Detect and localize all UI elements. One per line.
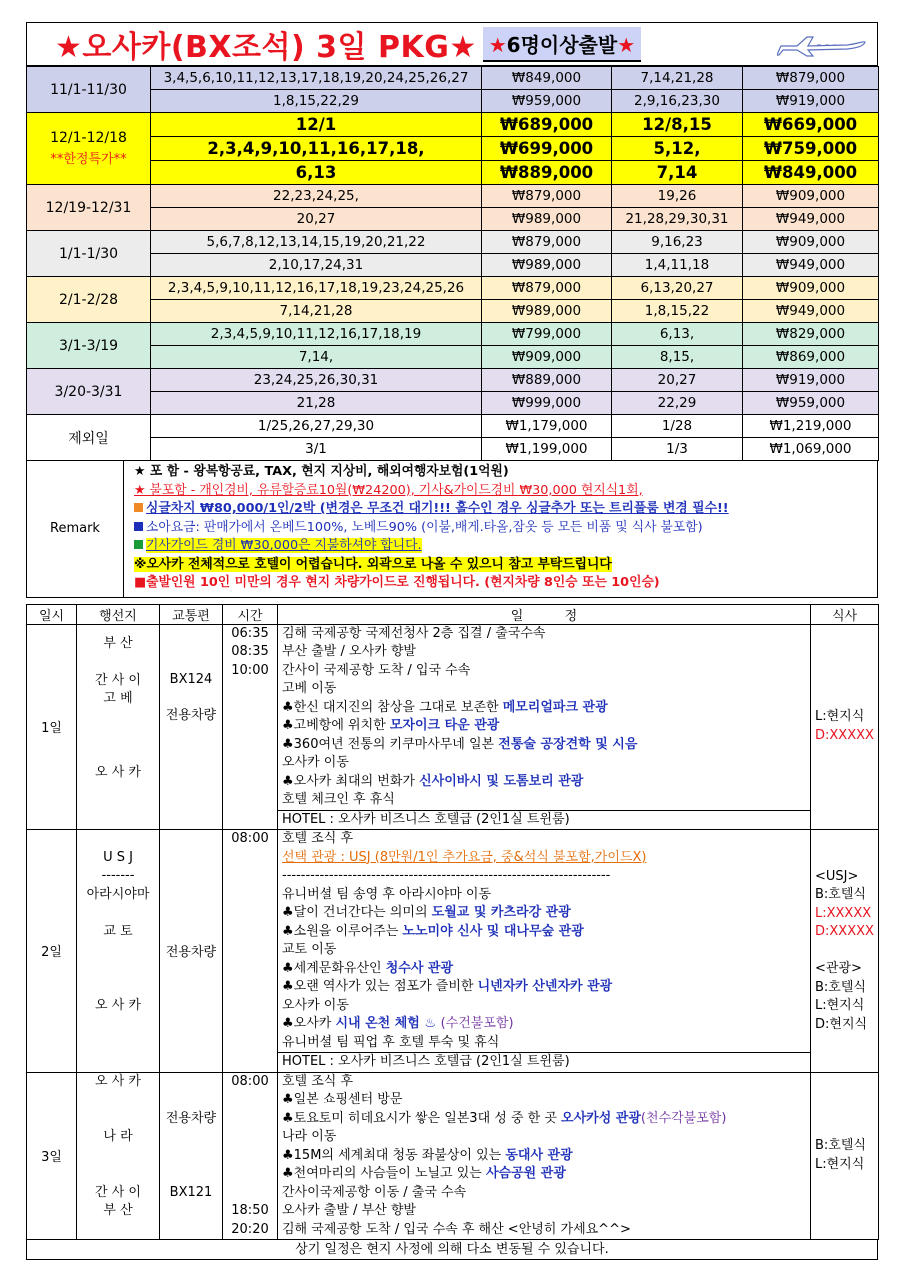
departure-dates: 3/1 [151,438,482,461]
price-row [27,415,879,438]
price-value: ₩879,000 [743,67,879,90]
departure-dates: 12/8,15 [612,113,743,137]
price-value: ₩1,179,000 [482,415,612,438]
price-row [27,90,879,113]
price-row [27,346,879,369]
blue-square-icon [134,522,143,531]
remark-hotel-note: ※오사카 전체적으로 호텔이 어렵습니다. 외곽으로 나올 수 있으니 참고 부탁드립니다 [134,556,612,572]
departure-dates: 5,6,7,8,12,13,14,15,19,20,21,22 [151,231,482,254]
departure-dates: 2,3,4,5,9,10,11,12,16,17,18,19 [151,323,482,346]
departure-dates: 2,9,16,23,30 [612,90,743,113]
departure-dates: 1,4,11,18 [612,254,743,277]
remark-section [26,461,878,598]
price-value: ₩669,000 [743,113,879,137]
price-value: ₩909,000 [743,231,879,254]
price-value: ₩1,199,000 [482,438,612,461]
day-2-row [27,830,879,1073]
day-3-transport: 전용차량 BX121 [160,1072,223,1240]
day-3-route: 오 사 카 나 라 간 사 이 부 산 [77,1072,160,1240]
price-value: ₩879,000 [482,231,612,254]
price-value: ₩869,000 [743,346,879,369]
departure-dates: 6,13 [151,161,482,185]
remark-label: Remark [27,461,124,597]
day-2-meals: <USJ> B:호텔식 L:XXXXX D:XXXXX <관광> B:호텔식 L:현지식 D:현지식 [811,830,879,1073]
day-3-schedule: 호텔 조식 후 ♣일본 쇼핑센터 방문 ♣토요토미 히데요시가 쌓은 일본3대 성 중 한 곳 오사카성 관광(천수각불포함) 나라 이동 ♣15M의 세계최대 청동 좌불상이 있는 동대사 관광 ♣천여마리의 사슴들이 노닐고 있는 사슴공원 관광 간사이국제공항 이동 / 출국 수속 오사카 출발 / 부산 향발 김해 국제공항 도착 / 입국 수속 후 해산 <안녕히 가세요^^> [278,1072,811,1240]
price-value: ₩759,000 [743,137,879,161]
price-value: ₩879,000 [482,277,612,300]
departure-dates: 2,10,17,24,31 [151,254,482,277]
day-3-times: 08:00 18:50 20:20 [223,1072,278,1240]
departure-dates: 21,28,29,30,31 [612,208,743,231]
price-value: ₩829,000 [743,323,879,346]
green-square-icon [134,540,143,549]
departure-dates: 3,4,5,6,10,11,12,13,17,18,19,20,24,25,26,27 [151,67,482,90]
price-value: ₩999,000 [482,392,612,415]
day-1-hotel: HOTEL : 오사카 비즈니스 호텔급 (2인1실 트윈룸) [278,810,810,830]
day-3-label: 3일 [27,1072,77,1240]
price-value: ₩849,000 [482,67,612,90]
price-value: ₩949,000 [743,208,879,231]
optional-tour-usj: 선택 관광 : USJ (8만원/1인 추가요금, 중&석식 불포함,가이드X) [282,849,647,865]
airplane-icon [777,29,867,57]
price-row [27,392,879,415]
price-row [27,67,879,90]
price-value: ₩989,000 [482,254,612,277]
departure-dates: 6,13,20,27 [612,277,743,300]
day-1-schedule: 김해 국제공항 국제선청사 2층 집결 / 출국수속 부산 출발 / 오사카 향발 간사이 국제공항 도착 / 입국 수속 고베 이동 ♣한신 대지진의 참상을 그대로 보존한 메모리얼파크 관광 ♣고베항에 위치한 모자이크 타운 관광 ♣360여년 전통의 키쿠마사무네 일본 전통술 공장견학 및 시음 오사카 이동 ♣오사카 최대의 번화가 신사이바시 및 도톰보리 관광 호텔 체크인 후 휴식 HOTEL : 오사카 비즈니스 호텔급 (2인1실 트윈룸) [278,624,811,830]
departure-dates: 2,3,4,5,9,10,11,12,16,17,18,19,23,24,25,26 [151,277,482,300]
price-period: 2/1-2/28 [27,277,151,323]
departure-dates: 20,27 [151,208,482,231]
itinerary-header: 일시 행선지 교통편 시간 일 정 식사 [27,604,879,624]
price-value: ₩799,000 [482,323,612,346]
price-value: ₩909,000 [743,185,879,208]
departure-dates: 20,27 [612,369,743,392]
document [26,22,878,1260]
departure-dates: 2,3,4,9,10,11,16,17,18, [151,137,482,161]
orange-square-icon [134,503,143,512]
price-period: 제외일 [27,415,151,461]
departure-dates: 23,24,25,26,30,31 [151,369,482,392]
price-value: ₩989,000 [482,300,612,323]
departure-dates: 1,8,15,22,29 [151,90,482,113]
day-2-hotel: HOTEL : 오사카 비즈니스 호텔급 (2인1실 트윈룸) [278,1052,810,1072]
departure-dates: 7,14, [151,346,482,369]
price-period: 1/1-1/30 [27,231,151,277]
day-1-times: 06:35 08:35 10:00 [223,624,278,830]
price-value: ₩1,069,000 [743,438,879,461]
price-row [27,438,879,461]
price-period: 3/20-3/31 [27,369,151,415]
departure-dates: 22,23,24,25, [151,185,482,208]
price-value: ₩919,000 [743,90,879,113]
day-1-label: 1일 [27,624,77,830]
departure-dates: 12/1 [151,113,482,137]
price-value: ₩909,000 [482,346,612,369]
departure-dates: 1/25,26,27,29,30 [151,415,482,438]
price-row [27,137,879,161]
departure-dates: 19,26 [612,185,743,208]
day-1-transport: BX124 전용차량 [160,624,223,830]
title-bar [26,22,878,66]
day-2-route: U S J ------- 아라시야마 교 토 오 사 카 [77,830,160,1073]
price-row [27,369,879,392]
price-row [27,161,879,185]
price-table [26,66,879,461]
price-period: 12/1-12/18 **한정특가** [27,113,151,185]
price-row [27,300,879,323]
min-departure-badge: ★6명이상출발★ [483,27,641,62]
price-value: ₩949,000 [743,300,879,323]
price-period: 12/19-12/31 [27,185,151,231]
departure-dates: 1/28 [612,415,743,438]
price-period: 3/1-3/19 [27,323,151,369]
page-title: ★오사카(BX조석) 3일 PKG★ [55,30,477,65]
price-value: ₩1,219,000 [743,415,879,438]
price-value: ₩909,000 [743,277,879,300]
departure-dates: 6,13, [612,323,743,346]
price-value: ₩699,000 [482,137,612,161]
price-row [27,277,879,300]
price-row [27,254,879,277]
departure-dates: 22,29 [612,392,743,415]
remark-single-charge: 싱글차지 ₩80,000/1인/2박 (변경은 무조건 대기!!! 홀수인 경우 싱글추가 또는 트리풀룸 변경 필수!! [134,500,729,519]
footer-note: 상기 일정은 현지 사정에 의해 다소 변동될 수 있습니다. [26,1240,878,1260]
price-row [27,208,879,231]
departure-dates: 7,14 [612,161,743,185]
day-2-transport: 전용차량 [160,830,223,1073]
price-value: ₩959,000 [482,90,612,113]
day-2-schedule: 호텔 조식 후 선택 관광 : USJ (8만원/1인 추가요금, 중&석식 불포함,가이드X) ---------------------------------------------------------------------- 유니버셜 팀 송영 후 아라시야마 이동 ♣달이 건너간다는 의미의 도월교 및 카츠라강 관광 ♣소원을 이루어주는 노노미야 신사 및 대나무숲 관광 교토 이동 ♣세계문화유산인 청수사 관광 ♣오랜 역사가 있는 점포가 즐비한 니넨자카 산넨자카 관광 오사카 이동 ♣오사카 시내 온천 체험 ♨ (수건불포함) 유니버셜 팀 픽업 후 호텔 투숙 및 휴식 HOTEL : 오사카 비즈니스 호텔급 (2인1실 트윈룸) [278,830,811,1073]
itinerary-table [26,604,879,1241]
departure-dates: 1/3 [612,438,743,461]
day-1-meals: L:현지식 D:XXXXX [811,624,879,830]
day-2-label: 2일 [27,830,77,1073]
price-value: ₩949,000 [743,254,879,277]
departure-dates: 7,14,21,28 [151,300,482,323]
price-row [27,323,879,346]
departure-dates: 5,12, [612,137,743,161]
remark-excluded: ★ 불포함 - 개인경비, 유류할증료10월(₩24200), 기사&가이드경비 ₩30,000 현지식1회, [134,482,643,498]
remark-guide-fee: 기사가이드 경비 ₩30,000은 지불하셔야 합니다. [134,537,729,556]
departure-dates: 9,16,23 [612,231,743,254]
day-3-row [27,1072,879,1240]
departure-dates: 7,14,21,28 [612,67,743,90]
limited-special-note: **한정특가** [50,151,127,167]
price-value: ₩889,000 [482,161,612,185]
price-value: ₩889,000 [482,369,612,392]
departure-dates: 1,8,15,22 [612,300,743,323]
departure-dates: 21,28 [151,392,482,415]
price-value: ₩989,000 [482,208,612,231]
day-2-times: 08:00 [223,830,278,1073]
day-1-row [27,624,879,830]
price-value: ₩959,000 [743,392,879,415]
remark-included: ★ 포 함 - 왕복항공료, TAX, 현지 지상비, 해외여행자보험(1억원) [134,464,509,479]
price-row [27,185,879,208]
price-period: 11/1-11/30 [27,67,151,113]
remark-min-people: ■출발인원 10인 미만의 경우 현지 차량가이드로 진행됩니다. (현지차량 8인승 또는 10인승) [134,575,660,590]
price-value: ₩919,000 [743,369,879,392]
day-1-route: 부 산 간 사 이 고 베 오 사 카 [77,624,160,830]
price-row [27,231,879,254]
remark-child-fare: 소아요금: 판매가에서 온베드100%, 노베드90% (이불,배게.타올,잠옷 등 모든 비품 및 식사 불포함) [134,519,729,538]
day-3-meals: B:호텔식 L:현지식 [811,1072,879,1240]
price-value: ₩689,000 [482,113,612,137]
price-row [27,113,879,137]
price-value: ₩879,000 [482,185,612,208]
price-value: ₩849,000 [743,161,879,185]
departure-dates: 8,15, [612,346,743,369]
